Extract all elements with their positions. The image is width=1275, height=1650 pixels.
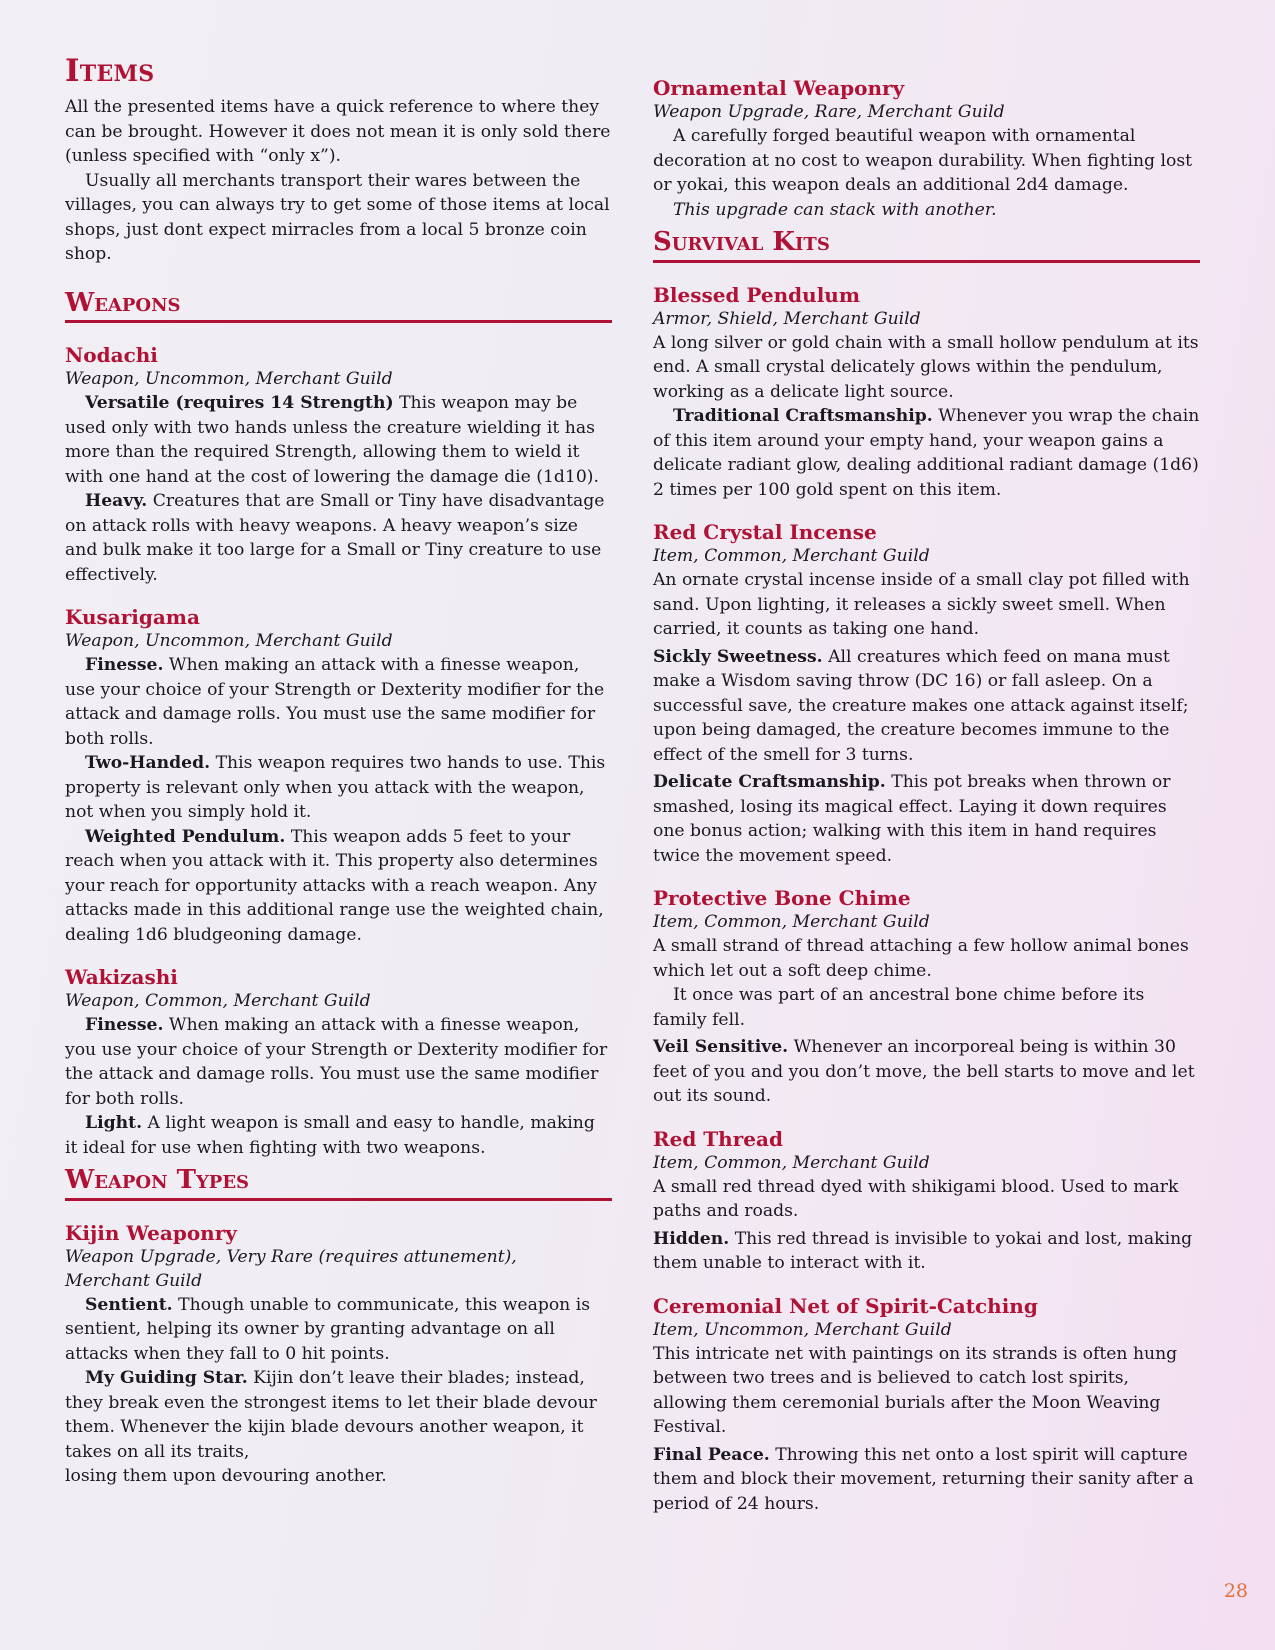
property-text: Whenever you wrap the chain of this item around your empty hand, your weapon gains a delicate radiant glow, dealing additional radiant damage (1d6) 2 times per 100 gold spent on this item.	[653, 406, 1200, 500]
property-text: Whenever an incorporeal being is within 30 feet of you and you don’t move, the bell starts to move and let out its sound.	[653, 1037, 1195, 1107]
property-label: My Guiding Star.	[85, 1368, 248, 1389]
item-property	[653, 645, 1200, 768]
item-paragraph: It once was part of an ancestral bone chime before its family fell.	[653, 985, 1145, 1030]
item-property	[65, 751, 612, 825]
property-label: Delicate Craftsmanship.	[653, 772, 886, 793]
item-title: Wakizashi	[65, 965, 178, 990]
item-ornamental-weaponry	[653, 76, 1200, 222]
item-title: Nodachi	[65, 343, 158, 368]
item-property	[65, 489, 612, 587]
item-property	[65, 1013, 612, 1111]
item-title: Blessed Pendulum	[653, 282, 861, 307]
item-paragraph: An ornate crystal incense inside of a small clay pot filled with sand. Upon lighting, it releases a sickly sweet smell. When carried, it counts as taking one hand.	[653, 570, 1190, 640]
item-property	[65, 1293, 612, 1367]
item-red-thread	[653, 1127, 1200, 1276]
property-text: This weapon may be used only with two hands unless the creature wielding it has more than the required Strength, allowing them to wield it with one hand at the cost of lowering the damage die (1d10).	[65, 393, 599, 487]
property-text: This weapon requires two hands to use. This property is relevant only when you attack with the weapon, not when you simply hold it.	[65, 753, 606, 823]
item-property	[653, 1227, 1200, 1276]
item-subtitle: Weapon, Common, Merchant Guild	[65, 991, 371, 1012]
property-text: When making an attack with a finesse weapon, you use your choice of your Strength or Dexterity modifier for the attack and damage rolls. You must use the same modifier for both rolls.	[65, 1015, 608, 1109]
item-title: Kusarigama	[65, 605, 200, 630]
item-title: Kijin Weaponry	[65, 1220, 237, 1245]
item-subtitle: Item, Common, Merchant Guild	[653, 912, 930, 933]
item-property	[653, 1035, 1200, 1109]
item-title: Ceremonial Net of Spirit-Catching	[653, 1293, 1038, 1318]
property-text: This red thread is invisible to yokai and lost, making them unable to interact with it.	[653, 1228, 1193, 1274]
property-text: All creatures which feed on mana must make a Wisdom saving throw (DC 16) or fall asleep. On a successful save, the creature makes one attack against itself; upon being damaged, the creature becomes immune to the effect of the smell for 3 turns.	[653, 646, 1189, 765]
weapon-types-heading: Weapon Types	[65, 1166, 612, 1201]
item-subtitle: Item, Common, Merchant Guild	[653, 546, 930, 567]
item-property	[65, 1366, 612, 1464]
survival-kits-heading: Survival Kits	[653, 228, 1200, 263]
item-property	[65, 653, 612, 751]
item-property	[65, 825, 612, 948]
item-paragraph: A carefully forged beautiful weapon with ornamental decoration at no cost to weapon durability. When fighting lost or yokai, this weapon deals an additional 2d4 damage.	[653, 126, 1193, 195]
item-subtitle: Weapon Upgrade, Rare, Merchant Guild	[653, 102, 1005, 122]
property-text: Kijin don’t leave their blades; instead, they break even the strongest items to let their blade devour them. Whenever the kijin blade devours another weapon, it takes on all its traits,	[65, 1368, 597, 1462]
item-subtitle: Item, Uncommon, Merchant Guild	[653, 1319, 952, 1340]
item-protective-bone-chime	[653, 886, 1200, 1109]
item-paragraph: A small red thread dyed with shikigami blood. Used to mark paths and roads.	[653, 1176, 1179, 1222]
item-title: Red Crystal Incense	[653, 520, 877, 545]
property-label: Hidden.	[653, 1228, 730, 1249]
item-title: Red Thread	[653, 1126, 783, 1151]
item-title: Ornamental Weaponry	[653, 76, 905, 100]
item-subtitle: Weapon, Uncommon, Merchant Guild	[65, 631, 393, 652]
items-intro-2: Usually all merchants transport their wares between the villages, you can always try to get some of those items at local shops, just dont expect mirracles from a local 5 bronze coin shop.	[65, 170, 610, 264]
property-label: Finesse.	[85, 655, 164, 676]
item-nodachi	[65, 343, 612, 587]
weapons-heading: Weapons	[65, 289, 612, 324]
item-ceremonial-net	[653, 1294, 1200, 1517]
item-blessed-pendulum	[653, 283, 1200, 503]
item-paragraph: losing them upon devouring another.	[65, 1466, 387, 1487]
item-property	[653, 404, 1200, 502]
property-text: This weapon adds 5 feet to your reach when you attack with it. This property also determines your reach for opportunity attacks with a reach weapon. Any attacks made in this additional range use the weighted chain, dealing 1d6 bludgeoning damage.	[65, 826, 604, 945]
property-text: Creatures that are Small or Tiny have disadvantage on attack rolls with heavy weapons. A heavy weapon’s size and bulk make it too large for a Small or Tiny creature to use effectively.	[65, 491, 605, 585]
items-heading: Items	[65, 53, 155, 89]
item-red-crystal-incense	[653, 520, 1200, 868]
property-label: Weighted Pendulum.	[85, 826, 286, 847]
property-label: Light.	[85, 1113, 143, 1134]
item-kijin-weaponry	[65, 1221, 612, 1489]
item-property	[65, 1111, 612, 1160]
property-label: Traditional Craftsmanship.	[673, 406, 933, 427]
property-label: Versatile (requires 14 Strength)	[85, 393, 394, 414]
item-kusarigama	[65, 605, 612, 947]
property-text: Though unable to communicate, this weapon is sentient, helping its owner by granting advantage on all attacks when they fall to 0 hit points.	[65, 1294, 591, 1364]
property-label: Veil Sensitive.	[653, 1037, 789, 1058]
page-number: 28	[1223, 1580, 1248, 1602]
property-label: Sickly Sweetness.	[653, 646, 823, 667]
property-text: A light weapon is small and easy to handle, making it ideal for use when fighting with two weapons.	[65, 1113, 595, 1158]
item-paragraph: This intricate net with paintings on its strands is often hung between two trees and is believed to catch lost spirits, allowing them ceremonial burials after the Moon Weaving Festival.	[653, 1343, 1178, 1438]
items-intro: All the presented items have a quick reference to where they can be brought. However it does not mean it is only sold there (unless specified with “only x”).	[65, 97, 611, 166]
item-note: This upgrade can stack with another.	[673, 199, 997, 220]
item-subtitle: Weapon Upgrade, Very Rare (requires attunement), Merchant Guild	[65, 1246, 517, 1291]
item-paragraph: A small strand of thread attaching a few hollow animal bones which let out a soft deep chime.	[653, 936, 1189, 981]
property-label: Final Peace.	[653, 1444, 770, 1465]
item-subtitle: Weapon, Uncommon, Merchant Guild	[65, 369, 393, 390]
property-label: Heavy.	[85, 491, 148, 512]
item-property	[653, 1443, 1200, 1517]
property-label: Sentient.	[85, 1294, 173, 1315]
item-subtitle: Armor, Shield, Merchant Guild	[653, 308, 921, 329]
right-column	[653, 76, 1200, 1534]
item-paragraph: A long silver or gold chain with a small hollow pendulum at its end. A small crystal delicately glows within the pendulum, working as a delicate light source.	[653, 332, 1199, 402]
item-subtitle: Item, Common, Merchant Guild	[653, 1152, 930, 1173]
property-label: Finesse.	[85, 1015, 164, 1036]
property-text: When making an attack with a finesse weapon, use your choice of your Strength or Dexterity modifier for the attack and damage rolls. You must use the same modifier for both rolls.	[65, 655, 605, 749]
property-text: Throwing this net onto a lost spirit will capture them and block their movement, returning their sanity after a period of 24 hours.	[653, 1444, 1194, 1514]
item-title: Protective Bone Chime	[653, 886, 911, 911]
property-text: This pot breaks when thrown or smashed, losing its magical effect. Laying it down requires one bonus action; walking with this item in hand requires twice the movement speed.	[653, 772, 1171, 866]
item-wakizashi	[65, 965, 612, 1160]
item-property	[65, 391, 612, 489]
property-label: Two-Handed.	[85, 753, 211, 774]
item-property	[653, 770, 1200, 868]
left-column	[65, 53, 612, 1507]
